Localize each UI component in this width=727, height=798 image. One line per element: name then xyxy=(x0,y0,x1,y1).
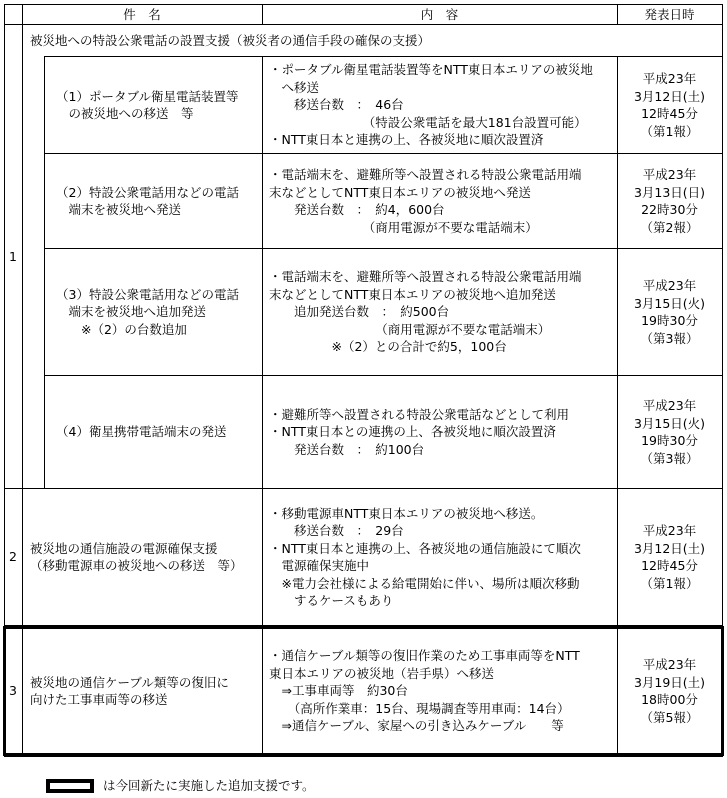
item-2-content-line: 電源確保実施中 xyxy=(269,558,370,573)
item-2-content-line: ・移動電源車NTT東日本エリアの被災地へ移送。 xyxy=(269,505,544,521)
item-1-1-date xyxy=(617,57,722,153)
item-2-content-line: ※電力会社様による給電開始に伴い、場所は順次移動 xyxy=(269,575,580,591)
item-3-date-line: （第5報） xyxy=(640,709,699,725)
item-1-4-content-line: ・NTT東日本との連携の上、各被災地に順次設置済 xyxy=(269,424,556,440)
item-1-3-content-line: ・電話端末を、避難所等へ設置される特設公衆電話用端 xyxy=(269,269,582,285)
item-3-date-line: 3月19日(土) xyxy=(633,674,706,690)
item-1-1-name-line: の被災地への移送 等 xyxy=(56,106,194,121)
item-1-1-content-line: 移送台数 ： 46台 xyxy=(269,97,404,113)
header-name-label: 件 名 xyxy=(123,6,161,22)
item-3-content-line: 東日本エリアの被災地（岩手県）へ移送 xyxy=(269,665,495,681)
item-2-name-line: 被災地の通信施設の電源確保支援 xyxy=(30,540,218,556)
item-1-4-date-line: 平成23年 xyxy=(642,398,697,413)
item-1-1-content-line: ・NTT東日本と連携の上、各被災地に順次設置済 xyxy=(269,132,544,148)
row-number-3 xyxy=(4,628,22,754)
header-name xyxy=(22,4,262,25)
row-number-1-text: 1 xyxy=(9,248,17,264)
item-1-4-date-line: 3月15日(火) xyxy=(633,415,706,431)
item-1-3-content-line: ※（2）との合計で約5，100台 xyxy=(269,339,507,355)
item-3-name xyxy=(30,628,262,754)
item-1-4-content xyxy=(269,376,617,488)
group1-title xyxy=(30,25,710,56)
item-1-2-date-line: （第2報） xyxy=(640,219,699,235)
item-1-2-date-line: 22時30分 xyxy=(641,202,698,217)
item-3-date-line: 18時00分 xyxy=(641,692,698,707)
item-2-date-line: 平成23年 xyxy=(642,523,697,538)
item-1-3-date-line: （第3報） xyxy=(640,330,699,346)
item-2-date-line: 3月12日(土) xyxy=(633,540,706,556)
item-1-3-content xyxy=(269,249,617,375)
item-1-4-name-line: （4）衛星携帯電話端末の発送 xyxy=(56,424,227,440)
item-3-content xyxy=(269,628,617,754)
header-content-label: 内 容 xyxy=(420,6,459,22)
item-1-1-name-line: （1）ポータブル衛星電話装置等 xyxy=(56,88,239,104)
item-1-4-content-line: ・避難所等へ設置される特設公衆電話などとして利用 xyxy=(269,406,570,422)
item-1-3-name-line: ※（2）の台数追加 xyxy=(56,321,187,337)
item-1-2-content xyxy=(269,154,617,248)
item-1-1-date-line: （第1報） xyxy=(640,123,699,139)
legend-swatch xyxy=(46,779,94,793)
item-3-date-line: 平成23年 xyxy=(642,657,697,672)
item-1-3-name-line: 端末を被災地へ追加発送 xyxy=(56,304,207,320)
item-1-4-date-line: （第3報） xyxy=(640,450,699,466)
item-1-2-content-line: （商用電源が不要な電話端末） xyxy=(269,219,538,235)
item-1-2-content-line: ・電話端末を、避難所等へ設置される特設公衆電話用端 xyxy=(269,167,582,182)
item-1-1-content-line: へ移送 xyxy=(269,79,320,95)
item-3-content-line: ⇒通信ケーブル、家屋への引き込みケーブル 等 xyxy=(269,718,564,734)
item-1-3-date-line: 3月15日(火) xyxy=(633,295,706,311)
item-2-content-line: するケースもあり xyxy=(269,593,394,608)
item-1-1-content-line: ・ポータブル衛星電話装置等をNTT東日本エリアの被災地 xyxy=(269,62,593,78)
item-1-2-name-line: （2）特設公衆電話用などの電話 xyxy=(56,184,239,200)
item-1-2-date xyxy=(617,154,722,248)
row-number-2 xyxy=(4,489,22,625)
item-1-3-date-line: 平成23年 xyxy=(642,278,697,293)
header-date xyxy=(617,4,722,25)
item-1-3-content-line: 末などとしてNTT東日本エリアの被災地へ追加発送 xyxy=(269,286,556,302)
legend-text: は今回新たに実施した追加支援です。 xyxy=(103,778,315,793)
item-1-2-content-line: 発送台数 ： 約4，600台 xyxy=(269,202,445,217)
item-2-date-line: （第1報） xyxy=(640,575,699,591)
group1-title-text: 被災地への特設公衆電話の設置支援（被災者の通信手段の確保の支援） xyxy=(30,32,431,48)
item-3-name-line: 被災地の通信ケーブル類等の復旧に xyxy=(30,674,229,690)
item-1-2-content-line: 末などとしてNTT東日本エリアの被災地へ発送 xyxy=(269,184,531,200)
item-1-3-content-line: （商用電源が不要な電話端末） xyxy=(269,321,551,337)
item-2-name xyxy=(30,489,262,625)
item-1-1-content xyxy=(269,57,617,153)
item-1-3-date-line: 19時30分 xyxy=(641,313,698,328)
item-1-1-date-line: 12時45分 xyxy=(641,106,698,121)
item-3-name-line: 向けた工事車両等の移送 xyxy=(30,692,168,707)
item-1-4-content-line: 発送台数 ： 約100台 xyxy=(269,441,425,457)
row-number-2-text: 2 xyxy=(9,549,17,565)
item-1-2-date-line: 3月13日(日) xyxy=(633,184,706,200)
item-3-content-line: ・通信ケーブル類等の復旧作業のため工事車両等をNTT xyxy=(269,648,580,664)
item-2-name-line: （移動電源車の被災地への移送 等） xyxy=(30,558,243,573)
item-1-2-date-line: 平成23年 xyxy=(642,167,697,182)
item-1-4-name xyxy=(56,376,262,488)
item-1-2-name xyxy=(56,154,262,248)
row-number-3-text: 3 xyxy=(9,683,17,699)
item-1-3-name-line: （3）特設公衆電話用などの電話 xyxy=(56,286,239,302)
item-2-content xyxy=(269,489,617,625)
item-3-content-line: ⇒工事車両等 約30台 xyxy=(269,683,408,699)
item-1-2-name-line: 端末を被災地へ発送 xyxy=(56,202,182,217)
item-1-4-date xyxy=(617,376,722,488)
item-1-1-name xyxy=(56,57,262,153)
item-1-3-name xyxy=(56,249,262,375)
item-3-date xyxy=(617,628,722,754)
item-2-content-line: ・NTT東日本と連携の上、各被災地の通信施設にて順次 xyxy=(269,540,581,556)
item-1-1-content-line: （特設公衆電話を最大181台設置可能） xyxy=(269,114,587,130)
item-1-3-date xyxy=(617,249,722,375)
header-content xyxy=(262,4,617,25)
item-1-1-date-line: 平成23年 xyxy=(642,71,697,86)
item-3-content-line: （高所作業車：15台、現場調査等用車両：14台） xyxy=(269,700,570,716)
item-1-4-date-line: 19時30分 xyxy=(641,433,698,448)
item-2-date xyxy=(617,489,722,625)
item-1-3-content-line: 追加発送台数 ： 約500台 xyxy=(269,304,450,320)
row-number-1 xyxy=(4,25,22,488)
item-2-date-line: 12時45分 xyxy=(641,558,698,573)
header-date-label: 発表日時 xyxy=(644,6,695,22)
item-2-content-line: 移送台数 ： 29台 xyxy=(269,523,404,538)
item-1-1-date-line: 3月12日(土) xyxy=(633,88,706,104)
